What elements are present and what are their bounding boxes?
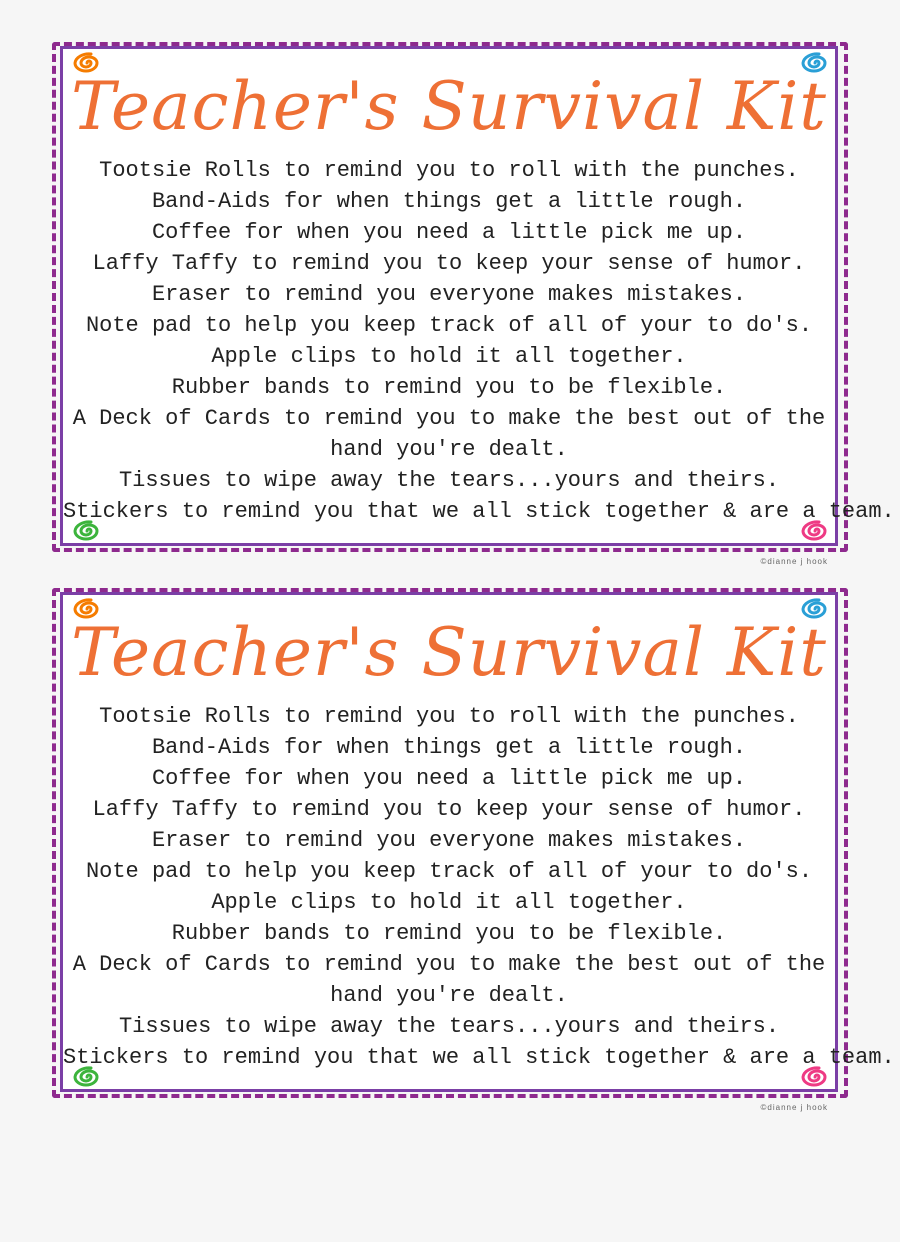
poem-line: Eraser to remind you everyone makes mistakes. [151,828,747,853]
poem-line: Tissues to wipe away the tears...yours and theirs. [118,468,780,493]
poem-line: Band-Aids for when things get a little rough. [151,189,747,214]
card-title: Teacher's Survival Kit [71,68,827,145]
poem-line: Tootsie Rolls to remind you to roll with the punches. [99,158,799,183]
poem-line: Laffy Taffy to remind you to keep your sense of humor. [92,251,806,276]
poem-line: Coffee for when you need a little pick me up. [151,766,747,791]
poem-lines [63,155,895,527]
survival-kit-card [52,588,895,1112]
orange-swirl-icon [67,597,107,621]
poem-line: Laffy Taffy to remind you to keep your sense of humor. [92,797,806,822]
card-panel [60,592,895,1092]
poem-line: hand you're dealt. [330,437,568,462]
poem-line: Apple clips to hold it all together. [211,344,687,369]
survival-kit-card [52,42,895,566]
poem-line: Stickers to remind you that we all stick together & are a team. [63,499,895,524]
poem-line: A Deck of Cards to remind you to make the best out of the [72,952,826,977]
poem-line: Tootsie Rolls to remind you to roll with the punches. [99,704,799,729]
poem-line: Band-Aids for when things get a little rough. [151,735,747,760]
card-title: Teacher's Survival Kit [71,614,827,691]
green-swirl-icon [67,519,107,543]
green-swirl-icon [67,1065,107,1089]
poem-line: Coffee for when you need a little pick me up. [151,220,747,245]
copyright-text: ©dianne j hook [760,557,828,566]
poem-line: Apple clips to hold it all together. [211,890,687,915]
blue-swirl-icon [795,51,835,75]
card-panel [60,46,895,546]
poem-line: Stickers to remind you that we all stick together & are a team. [63,1045,895,1070]
poem-line: Note pad to help you keep track of all of your to do's. [85,859,813,884]
poem-line: Rubber bands to remind you to be flexible. [171,921,727,946]
poem-line: Rubber bands to remind you to be flexible. [171,375,727,400]
poem-line: Eraser to remind you everyone makes mistakes. [151,282,747,307]
blue-swirl-icon [795,597,835,621]
pink-swirl-icon [795,519,835,543]
copyright-text: ©dianne j hook [760,1103,828,1112]
poem-lines [63,701,895,1073]
poem-line: hand you're dealt. [330,983,568,1008]
poem-line: Tissues to wipe away the tears...yours and theirs. [118,1014,780,1039]
pink-swirl-icon [795,1065,835,1089]
poem-line: A Deck of Cards to remind you to make the best out of the [72,406,826,431]
poem-line: Note pad to help you keep track of all of your to do's. [85,313,813,338]
orange-swirl-icon [67,51,107,75]
